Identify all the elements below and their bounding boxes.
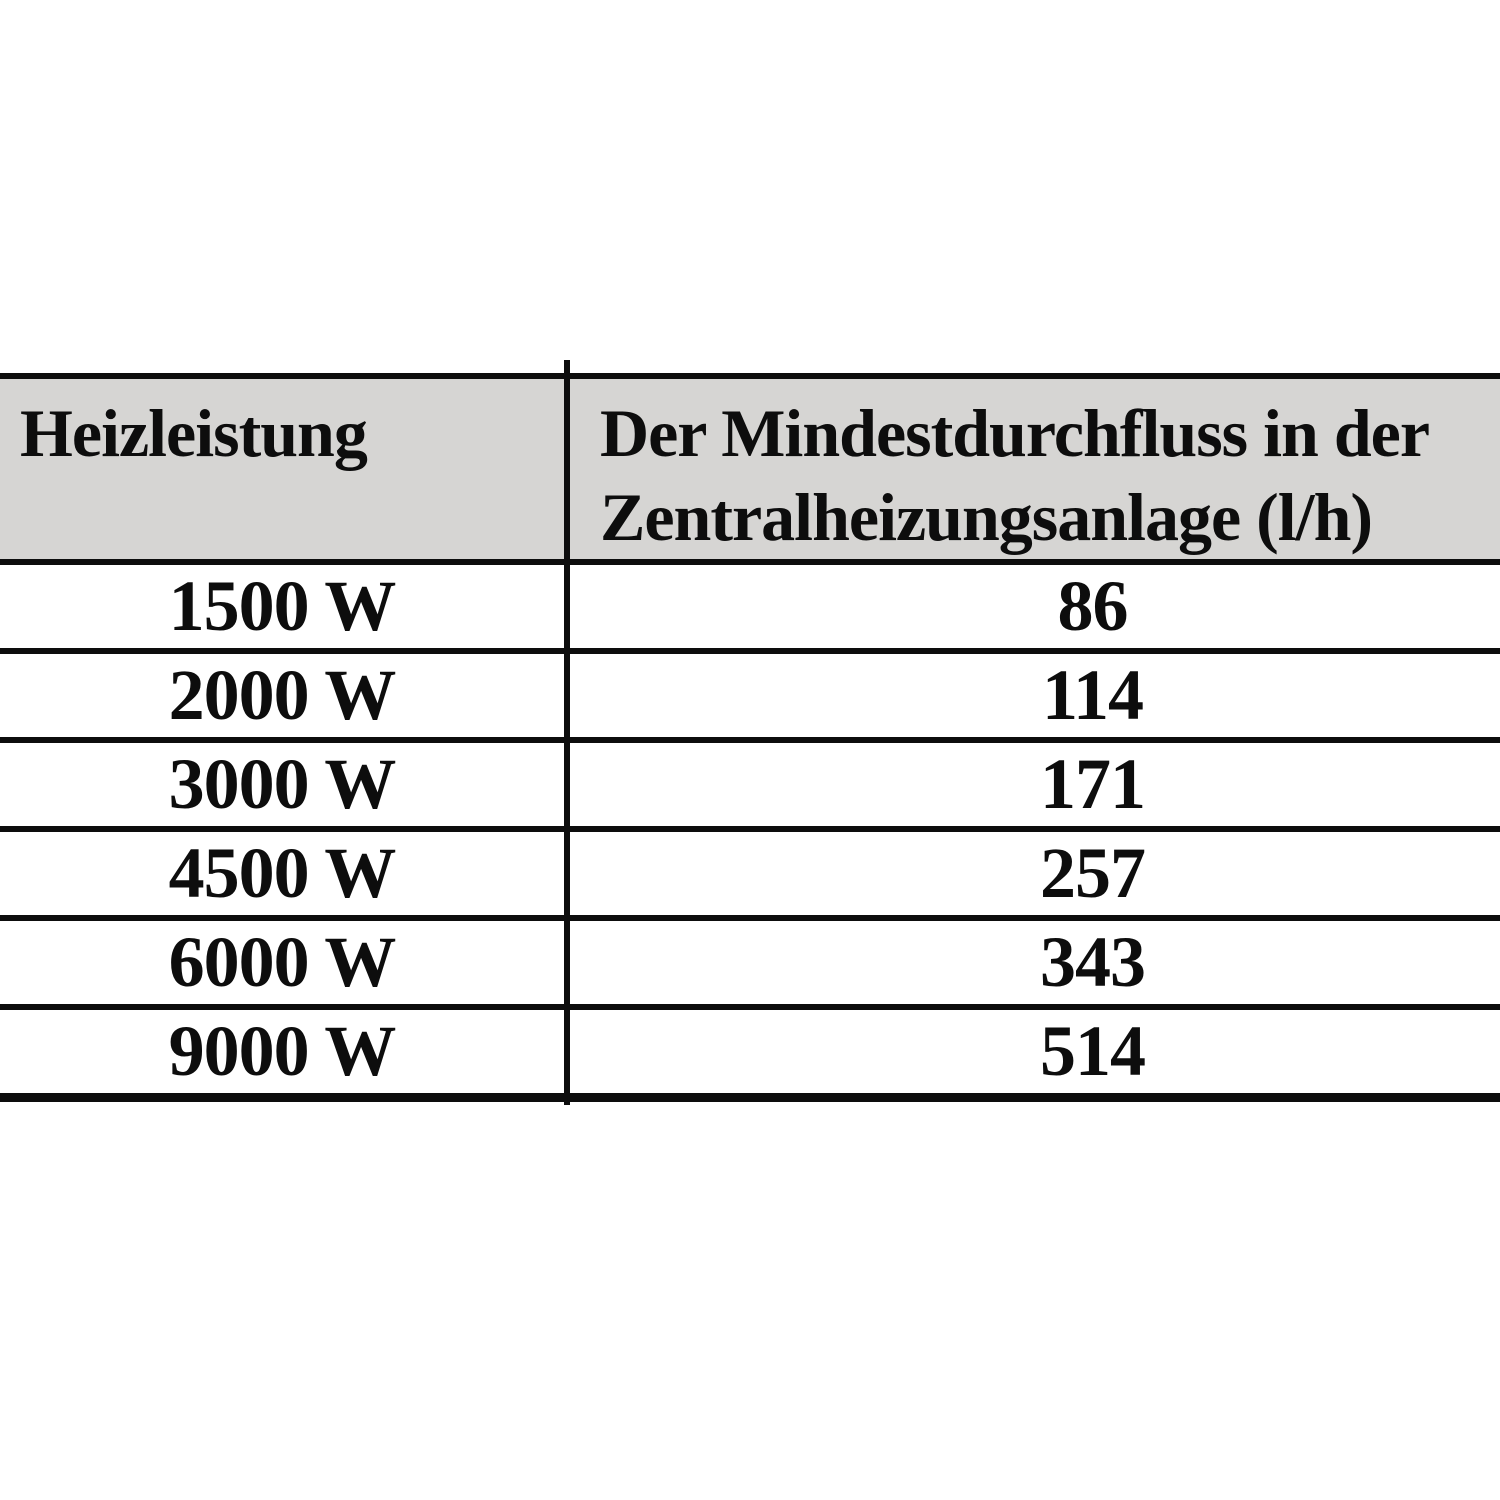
heating-flow-table [0,373,1500,1102]
table-row [0,562,1500,651]
table-row [0,740,1500,829]
table-row [0,918,1500,1007]
header-label-flow-line2: Zentralheizungsanlage (l/h) [600,479,1373,555]
flow-value: 514 [1040,1011,1145,1091]
flow-value: 343 [1040,922,1145,1002]
power-value: 1500 W [0,562,567,651]
header-label-flow-line1: Der Mindestdurchfluss in der [600,395,1430,471]
power-value: 4500 W [0,829,567,918]
power-value: 2000 W [0,651,567,740]
header-label-power: Heizleistung [20,395,367,471]
power-value: 6000 W [0,918,567,1007]
flow-value: 86 [1057,566,1128,646]
column-divider-overhang-top [564,360,570,374]
power-value: 9000 W [0,1007,567,1098]
power-value: 3000 W [0,740,567,829]
table-row [0,1007,1500,1098]
table-row [0,829,1500,918]
table-row [0,651,1500,740]
flow-value: 171 [1040,744,1145,824]
flow-value: 114 [1041,655,1144,735]
column-header-mindestdurchfluss [567,376,1500,562]
header-row [0,376,1500,562]
column-header-heizleistung [0,376,567,562]
flow-value: 257 [1040,833,1145,913]
